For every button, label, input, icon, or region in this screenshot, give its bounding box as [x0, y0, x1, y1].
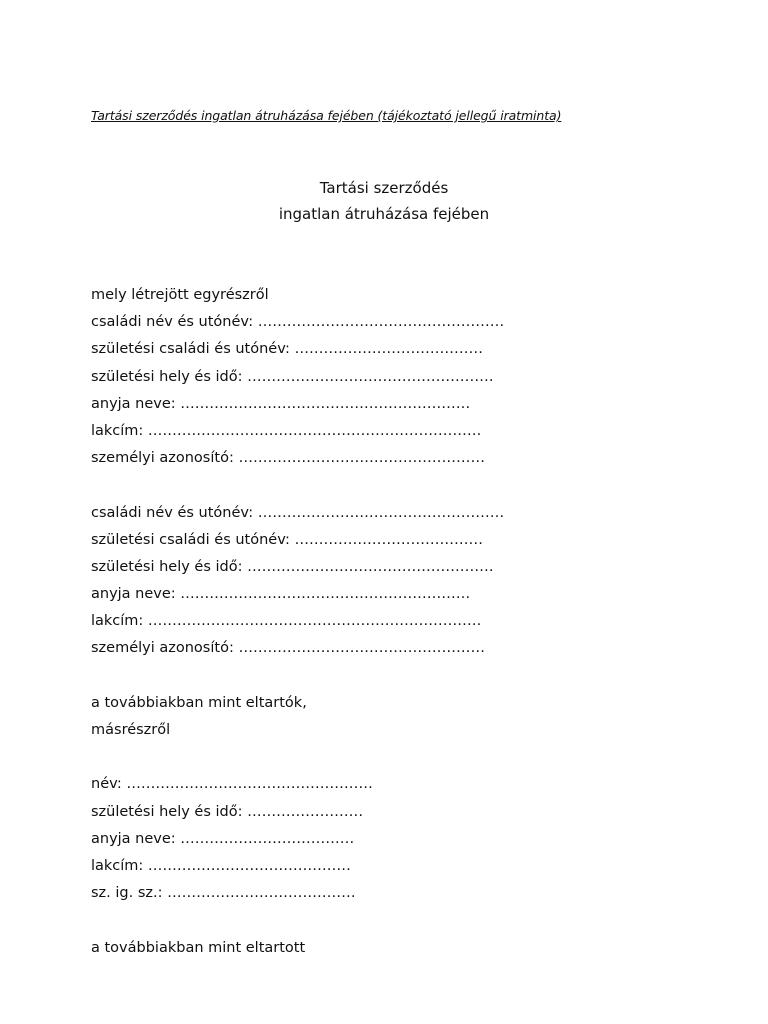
party1-address-field: lakcím: …………………………………………………………… [91, 422, 482, 439]
party1-birth-name-field: születési családi és utónév: ………………………………… [91, 341, 483, 358]
title-line-1: Tartási szerződés [319, 179, 449, 197]
party2-birth-name-field: születési családi és utónév: ………………………………… [91, 531, 483, 548]
party2-address-field: lakcím: …………………………………………………………… [91, 613, 482, 630]
party1-birth-place-date-field: születési hely és idő: …………………………………………… [91, 368, 494, 385]
party2-id-field: személyi azonosító: …………………………………………… [91, 640, 485, 657]
party3-address-field: lakcím: …………………………………… [91, 857, 351, 874]
party1-id-field: személyi azonosító: …………………………………………… [91, 450, 485, 467]
party2-mother-name-field: anyja neve: …………………………………………………… [91, 586, 471, 603]
party1-mother-name-field: anyja neve: …………………………………………………… [91, 395, 471, 412]
intro-line: mely létrejött egyrészről [91, 287, 269, 303]
document-subtitle-note: Tartási szerződés ingatlan átruházása fejében (tájékoztató jellegű iratminta) [91, 108, 562, 123]
party3-name-field: név: …………………………………………… [91, 776, 373, 793]
party2-birth-place-date-field: születési hely és idő: …………………………………………… [91, 558, 494, 575]
spacer [91, 907, 504, 934]
spacer [91, 744, 504, 771]
title-line-2: ingatlan átruházása fejében [278, 205, 490, 223]
spacer [91, 472, 504, 499]
party3-id-number-field: sz. ig. sz.: ………………………………… [91, 885, 356, 902]
document-title [0, 175, 768, 227]
contract-body [91, 282, 504, 962]
party1-name-field: családi név és utónév: …………………………………………… [91, 314, 505, 331]
role2-line: a továbbiakban mint eltartott [91, 939, 306, 956]
party3-birth-place-date-field: születési hely és idő: …………………… [91, 803, 364, 820]
other-side-line: másrészről [91, 722, 171, 738]
role1-line: a továbbiakban mint eltartók, [91, 694, 307, 711]
party3-mother-name-field: anyja neve: ……………………………… [91, 830, 355, 847]
spacer [91, 663, 504, 690]
party2-name-field: családi név és utónév: …………………………………………… [91, 504, 505, 521]
